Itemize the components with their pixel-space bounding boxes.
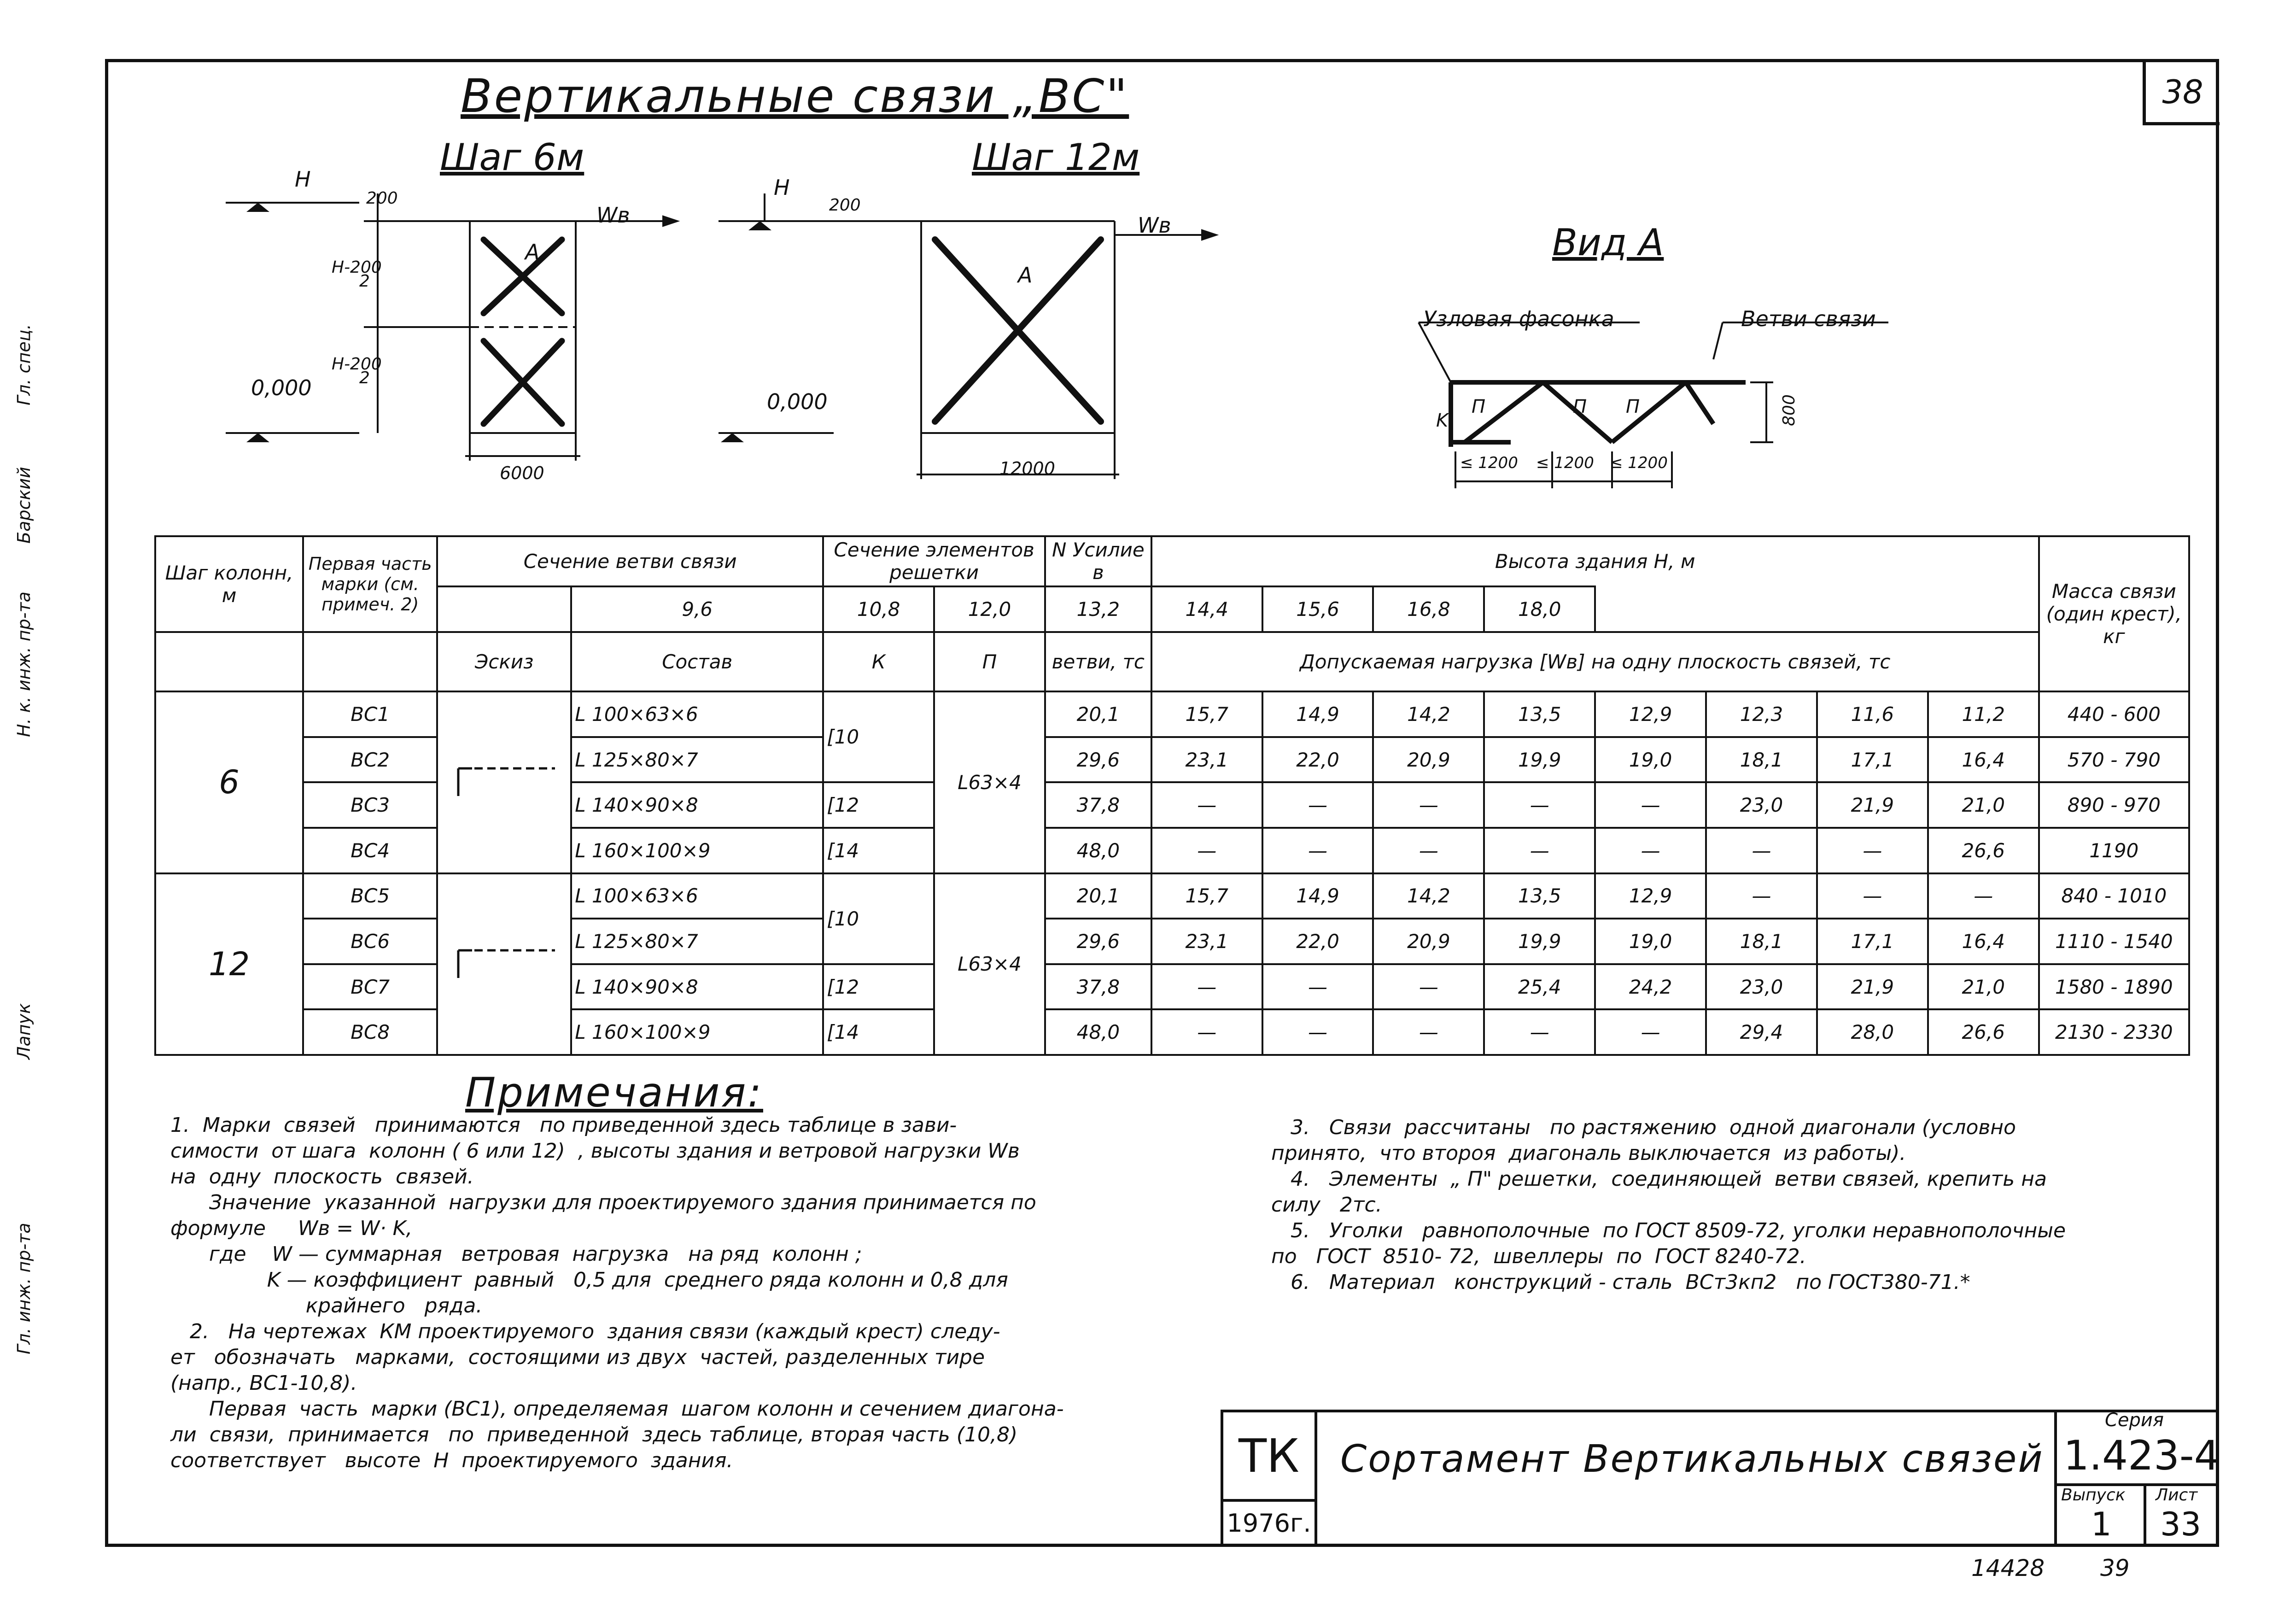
step12-arrow-a: A — [1018, 263, 1033, 287]
step12-dim-top: 200 — [829, 196, 861, 215]
th-k: К — [823, 632, 934, 692]
composition-cell: L 140×90×8 — [571, 782, 823, 828]
mark-cell: ВС5 — [303, 873, 437, 919]
force-cell: 37,8 — [1045, 964, 1151, 1010]
step6-h-label: H — [295, 167, 311, 192]
load-cell: 12,9 — [1595, 691, 1706, 737]
load-cell: — — [1151, 782, 1262, 828]
load-cell: 16,4 — [1928, 919, 2039, 964]
tb-series: 1.423-4 — [2063, 1432, 2220, 1479]
step12-h-label: H — [774, 175, 790, 200]
bracing-table — [154, 535, 2190, 1056]
load-cell: — — [1151, 964, 1262, 1010]
load-cell: — — [1706, 828, 1817, 873]
k-cell: [10 — [823, 691, 934, 782]
load-cell: 18,1 — [1706, 919, 1817, 964]
th-h-6: 16,8 — [1373, 586, 1484, 632]
k-cell: [12 — [823, 782, 934, 828]
sketch-icon — [449, 941, 560, 983]
th-section: Сечение ветви связи — [437, 536, 823, 586]
page-title: Вертикальные связи „ВС" — [461, 69, 1129, 123]
load-cell: 19,9 — [1484, 919, 1595, 964]
tb-issue-label: Выпуск — [2061, 1486, 2126, 1505]
th-p: П — [934, 632, 1045, 692]
th-step: Шаг колонн, м — [155, 536, 303, 632]
composition-cell: L 100×63×6 — [571, 873, 823, 919]
step6-dim-low: H-200 — [332, 355, 382, 374]
composition-cell: L 140×90×8 — [571, 964, 823, 1010]
th-force-mid — [437, 586, 571, 632]
th-step-cont — [155, 632, 303, 692]
stamp-head-engineer: Н. к. инж. пр-та — [14, 591, 34, 737]
load-cell: — — [1373, 782, 1484, 828]
step6-dim-low-div: 2 — [359, 369, 370, 387]
stamp-name-barsky: Барский — [14, 467, 34, 544]
load-cell: — — [1151, 1009, 1262, 1055]
step6-title: Шаг 6м — [440, 136, 584, 179]
tb-series-label: Серия — [2105, 1410, 2164, 1431]
load-cell: 13,5 — [1484, 873, 1595, 919]
load-cell: 18,1 — [1706, 737, 1817, 783]
table-row — [155, 691, 2189, 737]
sketch-cell — [437, 691, 571, 873]
view-a-title: Вид А — [1552, 221, 1664, 264]
load-cell: 29,4 — [1706, 1009, 1817, 1055]
step6-dim-mid: H-200 — [332, 258, 382, 277]
load-cell: 28,0 — [1817, 1009, 1928, 1055]
mark-cell: ВС8 — [303, 1009, 437, 1055]
view-a-p3: П — [1626, 396, 1640, 417]
load-cell: 14,9 — [1262, 873, 1373, 919]
load-cell: — — [1595, 1009, 1706, 1055]
load-cell: 21,9 — [1817, 964, 1928, 1010]
th-h-2: 12,0 — [934, 586, 1045, 632]
th-h-5: 15,6 — [1262, 586, 1373, 632]
mass-cell: 1580 - 1890 — [2039, 964, 2189, 1010]
load-cell: — — [1928, 873, 2039, 919]
force-cell: 20,1 — [1045, 873, 1151, 919]
load-cell: 19,0 — [1595, 919, 1706, 964]
mass-cell: 1110 - 1540 — [2039, 919, 2189, 964]
th-force-unit: ветви, тс — [1045, 632, 1151, 692]
th-h-0: 9,6 — [571, 586, 823, 632]
load-cell: — — [1706, 873, 1817, 919]
load-cell: 22,0 — [1262, 919, 1373, 964]
load-cell: 23,0 — [1706, 964, 1817, 1010]
view-a-branches: Ветви связи — [1741, 306, 1876, 331]
force-cell: 48,0 — [1045, 828, 1151, 873]
load-cell: 21,0 — [1928, 964, 2039, 1010]
k-cell: [12 — [823, 964, 934, 1010]
load-cell: — — [1262, 782, 1373, 828]
load-cell: 14,2 — [1373, 873, 1484, 919]
th-comp: Состав — [571, 632, 823, 692]
view-a-d3: ≤ 1200 — [1610, 454, 1668, 472]
bottom-page: 39 — [2100, 1555, 2130, 1581]
step12-wind: Wв — [1138, 213, 1171, 238]
th-first-cont — [303, 632, 437, 692]
mark-cell: ВС4 — [303, 828, 437, 873]
load-cell: 21,0 — [1928, 782, 2039, 828]
mark-cell: ВС7 — [303, 964, 437, 1010]
force-cell: 37,8 — [1045, 782, 1151, 828]
th-h-1: 10,8 — [823, 586, 934, 632]
th-force: N Усилие в — [1045, 536, 1151, 586]
load-cell: 15,7 — [1151, 873, 1262, 919]
load-cell: 17,1 — [1817, 919, 1928, 964]
force-cell: 20,1 — [1045, 691, 1151, 737]
load-cell: — — [1595, 828, 1706, 873]
load-cell: — — [1817, 873, 1928, 919]
th-load: Допускаемая нагрузка [Wв] на одну плоскость связей, тс — [1151, 632, 2039, 692]
notes-heading: Примечания: — [465, 1069, 763, 1116]
view-a-d1: ≤ 1200 — [1460, 454, 1518, 472]
load-cell: 24,2 — [1595, 964, 1706, 1010]
step12-title: Шаг 12м — [972, 136, 1140, 179]
k-cell: [10 — [823, 873, 934, 964]
load-cell: 13,5 — [1484, 691, 1595, 737]
mark-cell: ВС3 — [303, 782, 437, 828]
load-cell: — — [1595, 782, 1706, 828]
k-cell: [14 — [823, 828, 934, 873]
sketch-icon — [449, 759, 560, 801]
step12-zero-label: 0,000 — [767, 389, 828, 414]
table-row — [155, 873, 2189, 919]
load-cell: 14,2 — [1373, 691, 1484, 737]
load-cell: 23,1 — [1151, 919, 1262, 964]
th-height: Высота здания H, м — [1151, 536, 2039, 586]
load-cell: 15,7 — [1151, 691, 1262, 737]
tb-tk: ТК — [1221, 1410, 1317, 1502]
view-a-k: K — [1436, 410, 1449, 431]
notes-right: 3. Связи рассчитаны по растяжению одной диагонали (условно принято, что второя диагональ выключается из работы). 4. Элементы „ П" решетки, соединяющей ветви связей, крепить на силу 2тс. 5. Уголки равнополочные по ГОСТ 8509-72, уголки неравнополочные по ГОСТ 8510- 72, швеллеры по ГОСТ 8240-72. 6. Материал конструкций - сталь ВСт3кп2 по ГОСТ380-71.* — [1271, 1116, 2066, 1294]
step6-zero-label: 0,000 — [251, 375, 312, 400]
load-cell: — — [1151, 828, 1262, 873]
composition-cell: L 100×63×6 — [571, 691, 823, 737]
view-a-height: 800 — [1779, 394, 1799, 426]
composition-cell: L 125×80×7 — [571, 919, 823, 964]
mass-cell: 890 - 970 — [2039, 782, 2189, 828]
load-cell: — — [1262, 1009, 1373, 1055]
step6-wind: Wв — [596, 203, 630, 228]
step6-width: 6000 — [500, 463, 544, 483]
stamp-chief-engineer: Гл. инж. пр-та — [14, 1223, 34, 1354]
stamp-specialist: Гл. спец. — [14, 324, 34, 405]
mark-cell: ВС2 — [303, 737, 437, 783]
load-cell: — — [1484, 1009, 1595, 1055]
th-first-part: Первая часть марки (см. примеч. 2) — [303, 536, 437, 632]
step6-dim-mid-div: 2 — [359, 272, 370, 291]
view-a-p1: П — [1472, 396, 1486, 417]
load-cell: — — [1373, 964, 1484, 1010]
load-cell: 21,9 — [1817, 782, 1928, 828]
load-cell: — — [1373, 1009, 1484, 1055]
load-cell: 14,9 — [1262, 691, 1373, 737]
tb-sheet: 33 — [2160, 1505, 2202, 1543]
mass-cell: 570 - 790 — [2039, 737, 2189, 783]
mass-cell: 440 - 600 — [2039, 691, 2189, 737]
view-a-p2: П — [1573, 396, 1587, 417]
load-cell: 23,0 — [1706, 782, 1817, 828]
tb-sheet-label: Лист — [2156, 1486, 2198, 1505]
composition-cell: L 125×80×7 — [571, 737, 823, 783]
sheet-number: 38 — [2143, 62, 2220, 125]
load-cell: 26,6 — [1928, 828, 2039, 873]
stamp-name-lapuk: Лапук — [14, 1003, 34, 1060]
load-cell: 19,9 — [1484, 737, 1595, 783]
load-cell: 11,6 — [1817, 691, 1928, 737]
view-a-d2: ≤ 1200 — [1536, 454, 1594, 472]
th-h-3: 13,2 — [1045, 586, 1151, 632]
load-cell: — — [1262, 828, 1373, 873]
mass-cell: 2130 - 2330 — [2039, 1009, 2189, 1055]
load-cell: 16,4 — [1928, 737, 2039, 783]
bottom-code: 14428 — [1971, 1555, 2045, 1581]
mark-cell: ВС1 — [303, 691, 437, 737]
load-cell: 20,9 — [1373, 737, 1484, 783]
th-h-7: 18,0 — [1484, 586, 1595, 632]
load-cell: 17,1 — [1817, 737, 1928, 783]
composition-cell: L 160×100×9 — [571, 828, 823, 873]
p-cell: L63×4 — [934, 691, 1045, 873]
tb-year: 1976г. — [1221, 1499, 1317, 1547]
th-mass: Масса связи (один крест), кг — [2039, 536, 2189, 691]
p-cell: L63×4 — [934, 873, 1045, 1055]
load-cell: — — [1262, 964, 1373, 1010]
load-cell: 22,0 — [1262, 737, 1373, 783]
load-cell: 19,0 — [1595, 737, 1706, 783]
mass-cell: 840 - 1010 — [2039, 873, 2189, 919]
step6-dim-top: 200 — [366, 189, 398, 208]
tb-name: Сортамент Вертикальных связей — [1340, 1437, 2044, 1481]
mass-cell: 1190 — [2039, 828, 2189, 873]
step-cell: 6 — [155, 691, 303, 873]
composition-cell: L 160×100×9 — [571, 1009, 823, 1055]
load-cell: 12,3 — [1706, 691, 1817, 737]
th-lattice: Сечение элементов решетки — [823, 536, 1045, 586]
load-cell: — — [1817, 828, 1928, 873]
tb-issue: 1 — [2091, 1505, 2112, 1543]
step12-width: 12000 — [999, 458, 1055, 479]
notes-left: 1. Марки связей принимаются по приведенной здесь таблице в зави- симости от шага колонн ( 6 или 12) , высоты здания и ветровой нагрузки Wв на одну плоскость связей. Значение указанной нагрузки для проектируемого здания принимается по формуле Wв = W· K, где W — суммарная ветровая нагрузка на ряд колонн ; K — коэффициент равный 0,5 для среднего ряда колонн и 0,8 для крайнего ряда. 2. На чертежах КМ проектируемого здания связи (каждый крест) следу- ет обозначать марками, состоящими из двух частей, разделенных тире (напр., ВС1-10,8). Первая часть марки (ВС1), определяемая шагом колонн и сечением диагона- ли связи, принимается по приведенной здесь таблице, вторая часть (10,8) соответствует высоте H проектируемого здания. — [170, 1113, 1064, 1472]
th-h-4: 14,4 — [1151, 586, 1262, 632]
load-cell: 12,9 — [1595, 873, 1706, 919]
load-cell: 11,2 — [1928, 691, 2039, 737]
th-sketch: Эскиз — [437, 632, 571, 692]
load-cell: 25,4 — [1484, 964, 1595, 1010]
force-cell: 48,0 — [1045, 1009, 1151, 1055]
load-cell: — — [1373, 828, 1484, 873]
view-a-node-plate: Узловая фасонка — [1423, 306, 1614, 331]
sketch-cell — [437, 873, 571, 1055]
load-cell: 20,9 — [1373, 919, 1484, 964]
load-cell: 23,1 — [1151, 737, 1262, 783]
force-cell: 29,6 — [1045, 737, 1151, 783]
force-cell: 29,6 — [1045, 919, 1151, 964]
mark-cell: ВС6 — [303, 919, 437, 964]
step6-arrow-a: A — [525, 240, 540, 264]
load-cell: — — [1484, 782, 1595, 828]
k-cell: [14 — [823, 1009, 934, 1055]
load-cell: — — [1484, 828, 1595, 873]
load-cell: 26,6 — [1928, 1009, 2039, 1055]
step-cell: 12 — [155, 873, 303, 1055]
